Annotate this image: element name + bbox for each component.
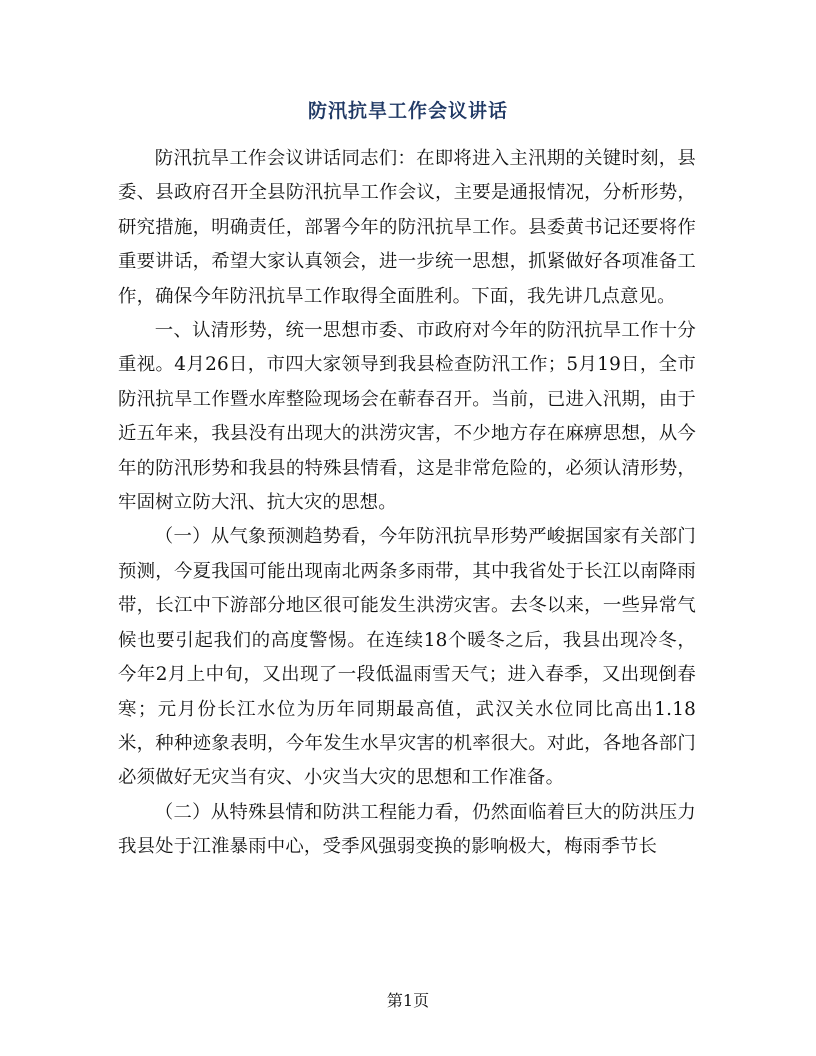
document-body	[118, 142, 696, 865]
paragraph-intro: 防汛抗旱工作会议讲话同志们：在即将进入主汛期的关键时刻，县委、县政府召开全县防汛抗旱工作会议，主要是通报情况，分析形势，研究措施，明确责任，部署今年的防汛抗旱工作。县委黄书记还要将作重要讲话，希望大家认真领会，进一步统一思想，抓紧做好各项准备工作，确保今年防汛抗旱工作取得全面胜利。下面，我先讲几点意见。	[118, 148, 696, 307]
page-number: 第1页	[386, 991, 430, 1010]
paragraph-subsection-1: （一）从气象预测趋势看，今年防汛抗旱形势严峻据国家有关部门预测，今夏我国可能出现南北两条多雨带，其中我省处于长江以南降雨带，长江中下游部分地区很可能发生洪涝灾害。去冬以来，一些异常气候也要引起我们的高度警惕。在连续18个暖冬之后，我县出现冷冬，今年2月上中旬，又出现了一段低温雨雪天气；进入春季，又出现倒春寒；元月份长江水位为历年同期最高值，武汉关水位同比高出1.18米，种种迹象表明，今年发生水旱灾害的机率很大。对此，各地各部门必须做好无灾当有灾、小灾当大灾的思想和工作准备。	[118, 526, 696, 789]
paragraph-section-1: 一、认清形势，统一思想市委、市政府对今年的防汛抗旱工作十分重视。4月26日，市四大家领导到我县检查防汛工作；5月19日，全市防汛抗旱工作暨水库整险现场会在蕲春召开。当前，已进入汛期，由于近五年来，我县没有出现大的洪涝灾害，不少地方存在麻痹思想，从今年的防汛形势和我县的特殊县情看，这是非常危险的，必须认清形势，牢固树立防大汛、抗大灾的思想。	[118, 320, 696, 514]
document-title: 防汛抗旱工作会议讲话	[307, 100, 508, 122]
paragraph-subsection-2: （二）从特殊县情和防洪工程能力看，仍然面临着巨大的防洪压力我县处于江淮暴雨中心，受季风强弱变换的影响极大，梅雨季节长	[118, 801, 696, 858]
